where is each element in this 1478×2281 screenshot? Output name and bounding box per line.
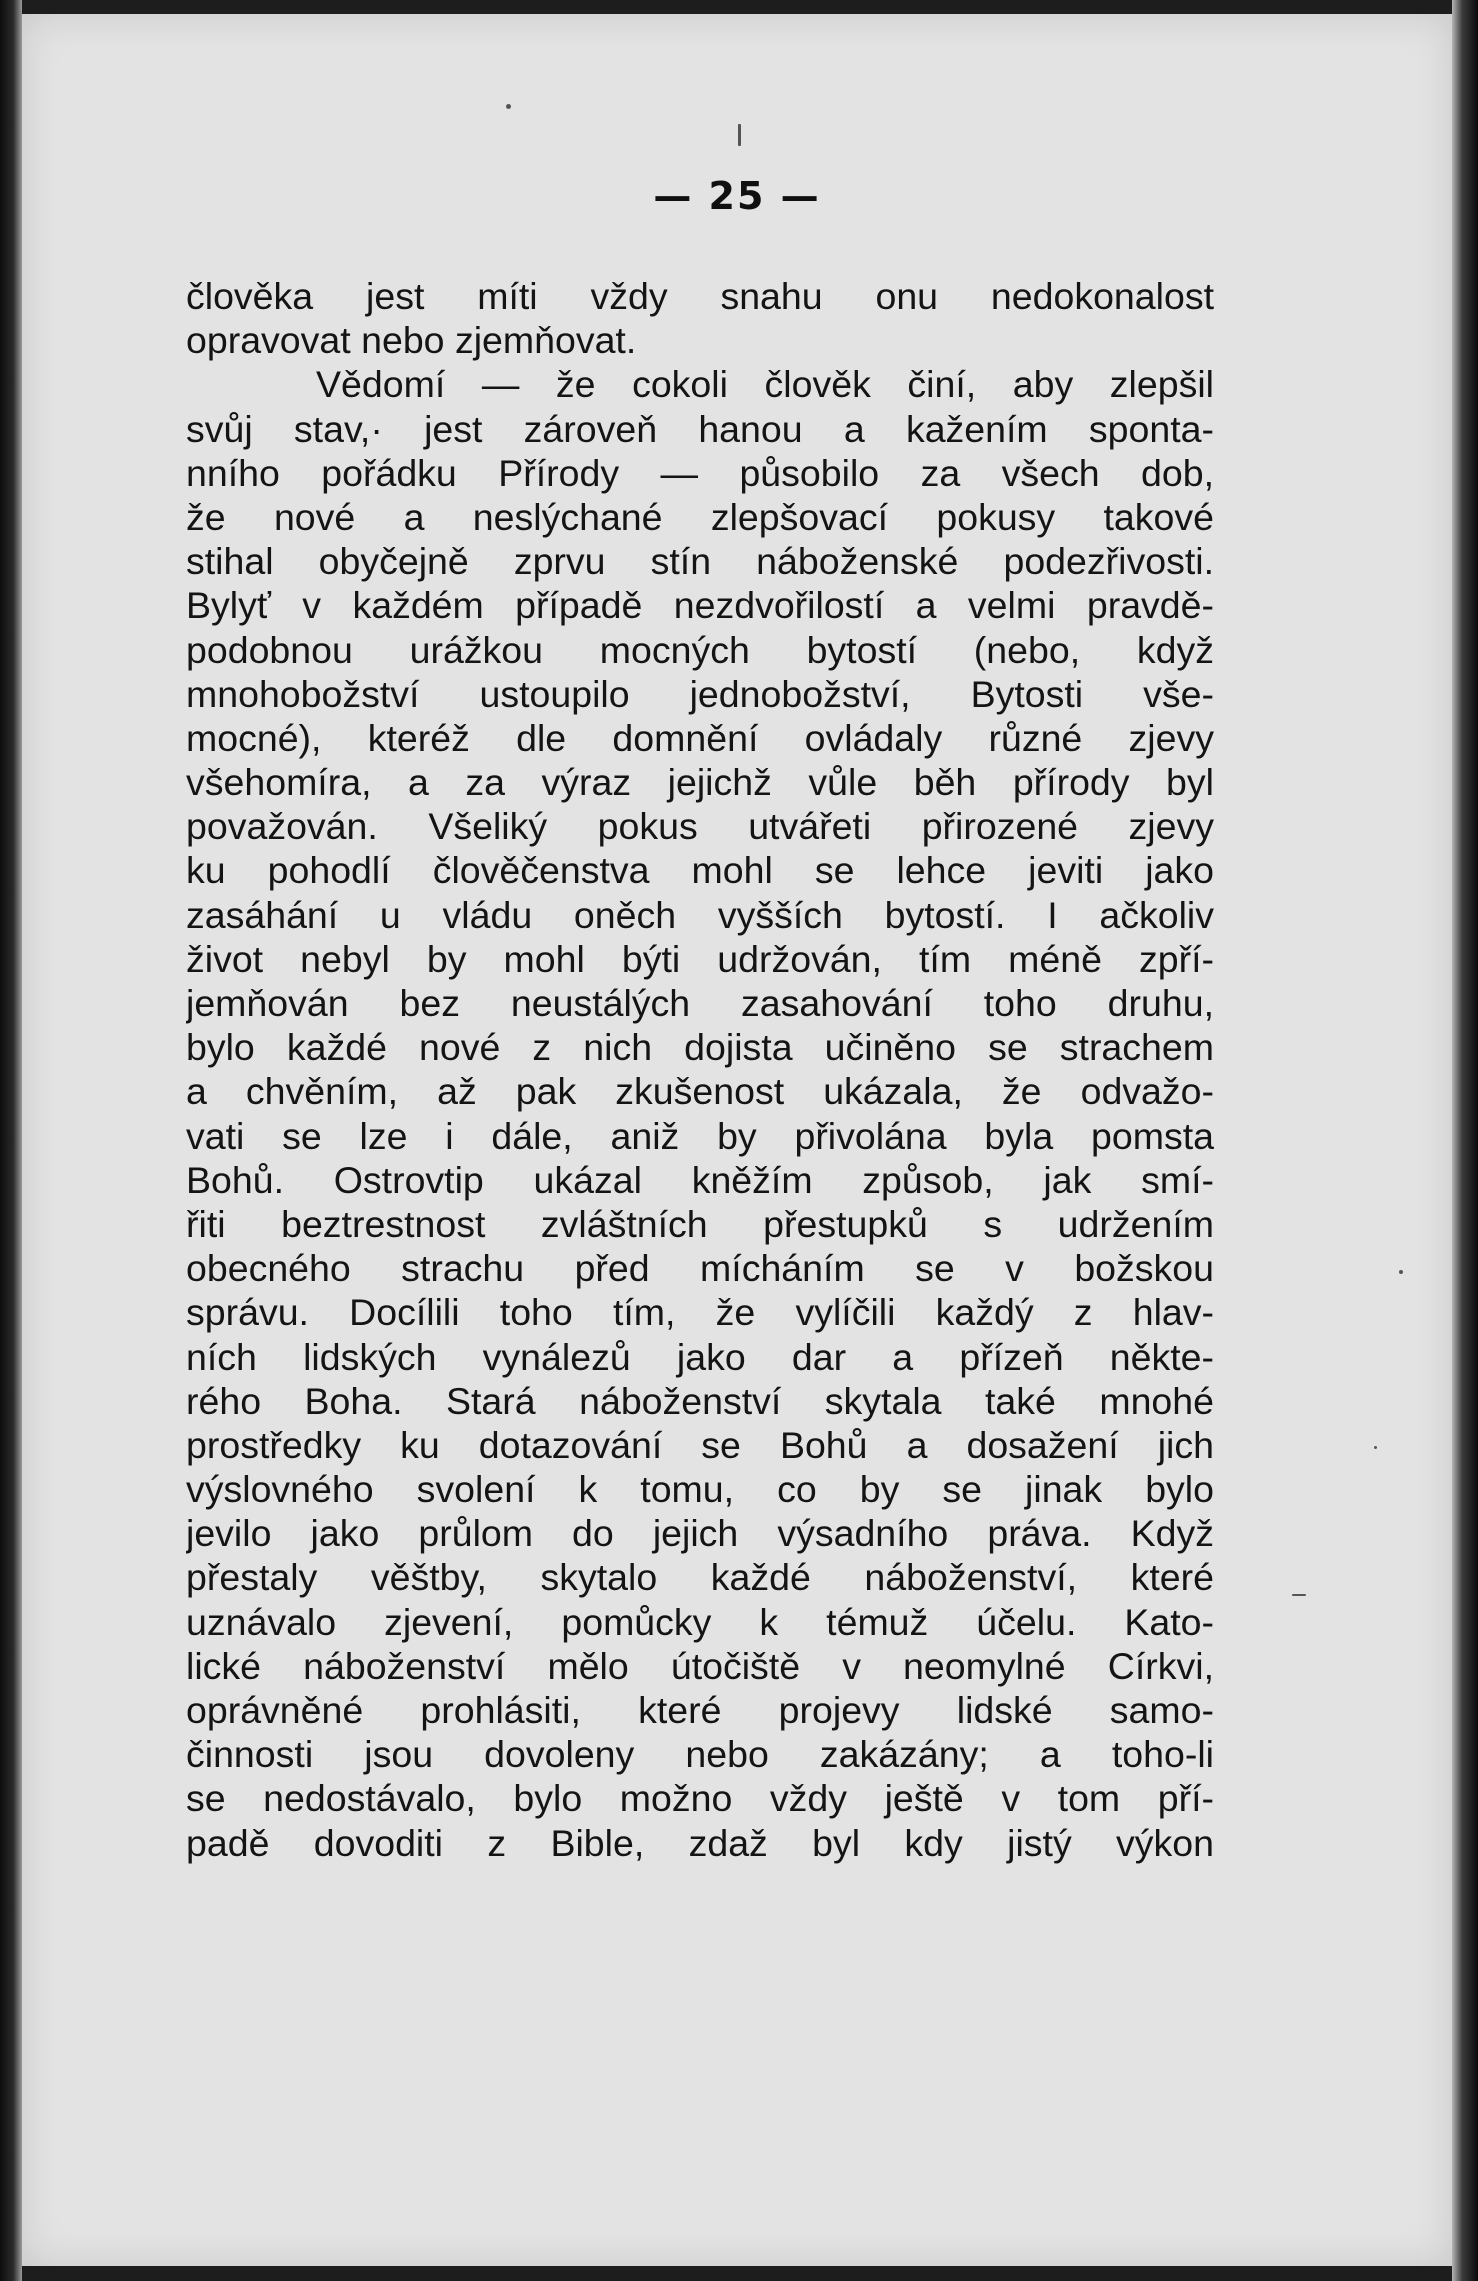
text-line: jemňován bez neustálých zasahování toho druhu,	[186, 982, 1214, 1024]
text-line: svůj stav,· jest zároveň hanou a kažením sponta-	[186, 407, 1214, 450]
text-line: přestaly věštby, skytalo každé náboženství, které	[186, 1556, 1214, 1599]
text-line: řiti beztrestnost zvláštních přestupků s udržením	[186, 1202, 1214, 1245]
scan-speck	[1399, 1270, 1403, 1274]
text-line: ku pohodlí člověčenstva mohl se lehce jeviti jako	[186, 849, 1214, 892]
text-line: podobnou urážkou mocných bytostí (nebo, když	[186, 628, 1214, 671]
text-line: opravovat nebo zjemňovat.	[186, 319, 637, 362]
page-number: — 25 —	[653, 174, 821, 218]
text-line: jevilo jako průlom do jejich výsadního práva. Když	[186, 1512, 1214, 1555]
text-line: výslovného svolení k tomu, co by se jinak bylo	[186, 1468, 1214, 1511]
text-line: Bohů. Ostrovtip ukázal kněžím způsob, jak smí-	[186, 1158, 1214, 1201]
text-line: že nové a neslýchané zlepšovací pokusy takové	[186, 495, 1214, 538]
text-line: Vědomí — že cokoli člověk činí, aby zlepšil	[316, 363, 1214, 406]
text-line: nního pořádku Přírody — působilo za všech dob,	[186, 451, 1214, 494]
book-page	[22, 14, 1452, 2266]
scan-speck	[1374, 1446, 1377, 1449]
text-line: uznávalo zjevení, pomůcky k témuž účelu. Kato-	[186, 1600, 1214, 1643]
text-line: padě dovoditi z Bible, zdaž byl kdy jistý výkon	[186, 1821, 1214, 1864]
text-line: všehomíra, a za výraz jejichž vůle běh přírody byl	[186, 761, 1214, 804]
text-line: oprávněné prohlásiti, které projevy lidské samo-	[186, 1689, 1214, 1731]
text-line: považován. Všeliký pokus utvářeti přirozené zjevy	[186, 805, 1214, 848]
text-line: činnosti jsou dovoleny nebo zakázány; a toho-li	[186, 1733, 1214, 1776]
text-line: člověka jest míti vždy snahu onu nedokonalost	[186, 275, 1214, 317]
text-line: zasáhání u vládu oněch vyšších bytostí. I ačkoliv	[186, 893, 1214, 936]
text-line: se nedostávalo, bylo možno vždy ještě v tom pří-	[186, 1777, 1214, 1820]
text-line: mnohobožství ustoupilo jednobožství, Bytosti vše-	[186, 672, 1214, 715]
text-line: mocné), kteréž dle domnění ovládaly různé zjevy	[186, 716, 1214, 759]
text-line: lické náboženství mělo útočiště v neomylné Církvi,	[186, 1644, 1214, 1687]
text-line: bylo každé nové z nich dojista učiněno se strachem	[186, 1026, 1214, 1069]
text-line: a chvěním, až pak zkušenost ukázala, že odvažo-	[186, 1070, 1214, 1113]
text-line: vati se lze i dále, aniž by přivolána byla pomsta	[186, 1114, 1214, 1157]
scan-speck	[1292, 1594, 1306, 1596]
text-line: obecného strachu před mícháním se v božskou	[186, 1247, 1214, 1290]
scan-left-edge	[0, 0, 22, 2281]
text-line: Bylyť v každém případě nezdvořilostí a velmi pravdě-	[186, 584, 1214, 627]
text-line: ních lidských vynálezů jako dar a přízeň někte-	[186, 1335, 1214, 1378]
text-line: správu. Docílili toho tím, že vylíčili každý z hlav-	[186, 1291, 1214, 1334]
text-line: stihal obyčejně zprvu stín náboženské podezřivosti.	[186, 540, 1214, 583]
text-line: prostředky ku dotazování se Bohů a dosažení jich	[186, 1423, 1214, 1466]
text-line: rého Boha. Stará náboženství skytala také mnohé	[186, 1379, 1214, 1422]
scan-right-edge	[1452, 0, 1478, 2281]
body-text	[186, 274, 1214, 1865]
scan-speck	[506, 104, 511, 109]
text-line: život nebyl by mohl býti udržován, tím méně zpří-	[186, 937, 1214, 980]
scan-speck	[738, 124, 741, 146]
